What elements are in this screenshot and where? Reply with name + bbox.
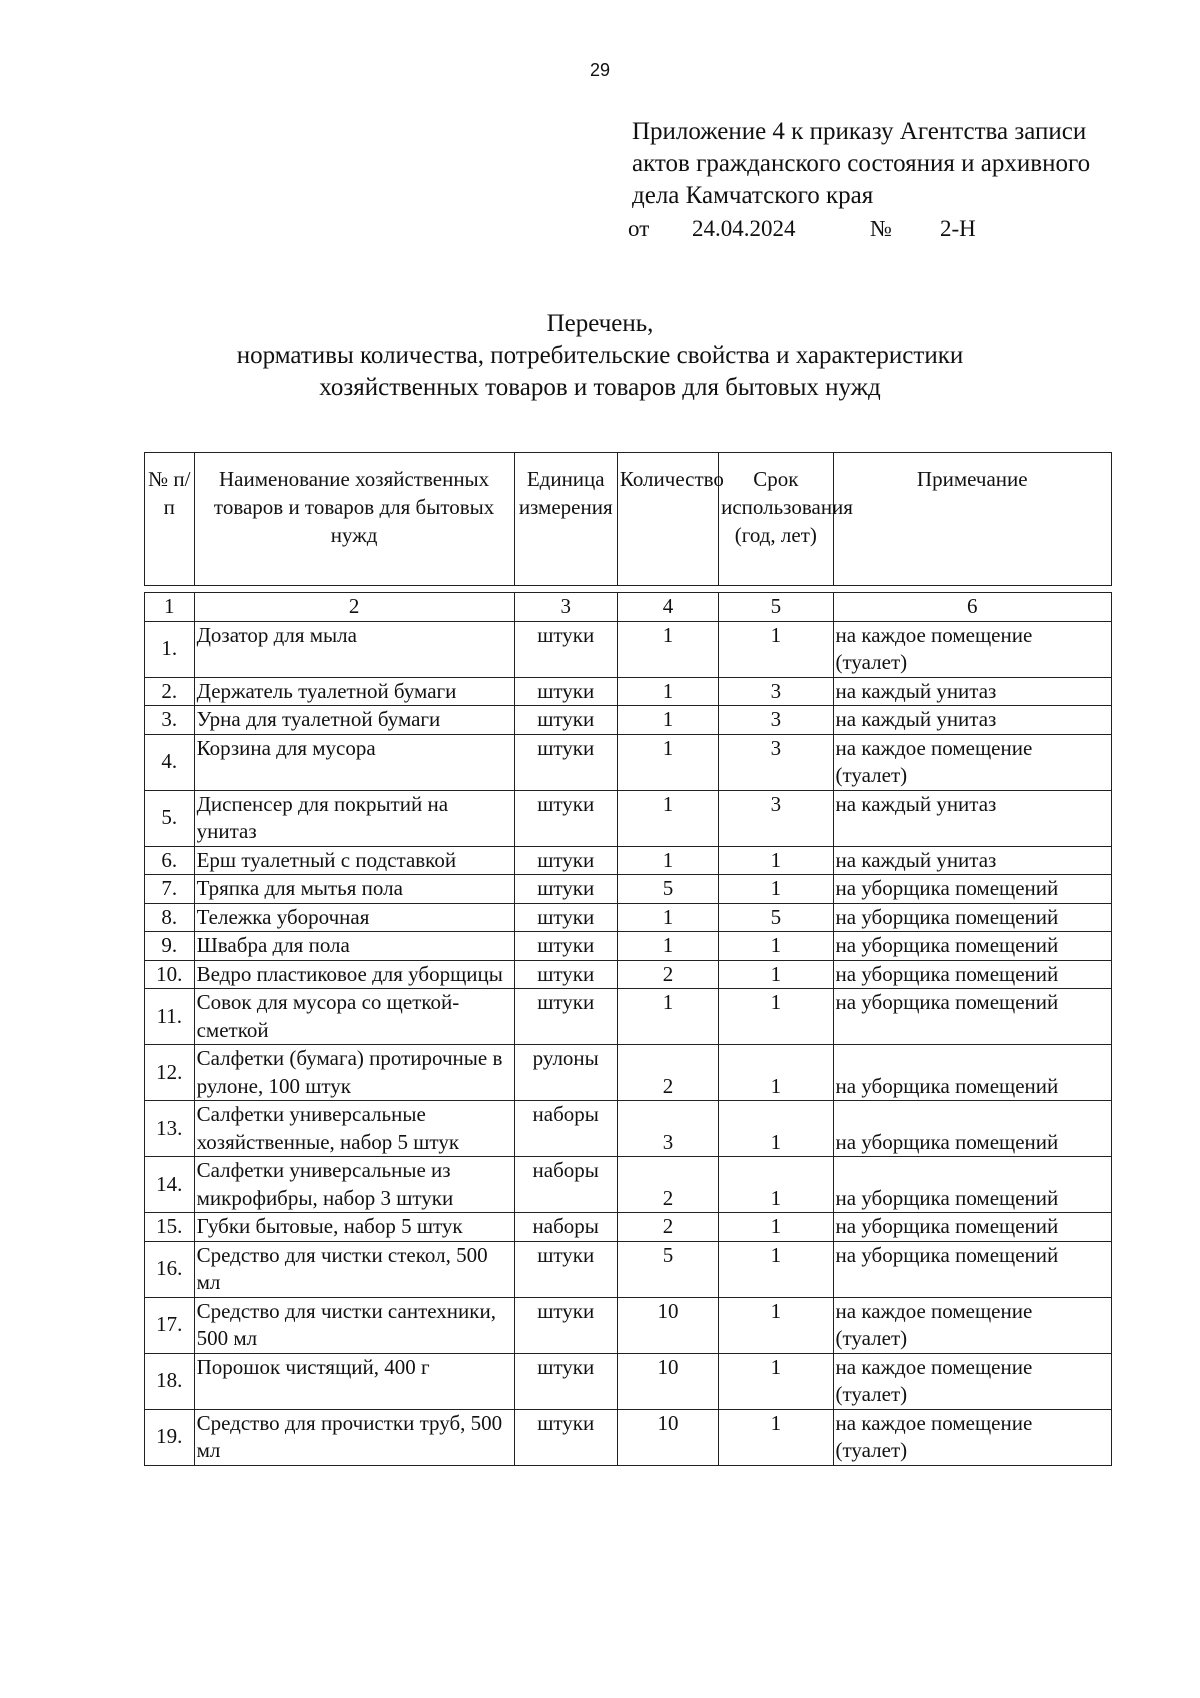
item-unit: рулоны <box>514 1045 617 1101</box>
item-unit: штуки <box>514 989 617 1045</box>
table-row <box>145 1409 1112 1465</box>
table-row <box>145 1353 1112 1409</box>
item-note: на каждый унитаз <box>833 790 1111 846</box>
table-row <box>145 1101 1112 1157</box>
item-name: Салфетки универсальные из микрофибры, набор 3 штуки <box>194 1157 514 1213</box>
item-note: на каждый унитаз <box>833 706 1111 735</box>
order-number: 2-Н <box>940 216 976 241</box>
item-note: на уборщика помещений <box>833 903 1111 932</box>
table-row <box>145 989 1112 1045</box>
order-number-sign: № <box>870 216 892 241</box>
item-note: на каждый унитаз <box>833 846 1111 875</box>
header-quantity: Количество <box>617 453 718 586</box>
row-number: 6. <box>145 846 195 875</box>
item-quantity: 1 <box>617 989 718 1045</box>
table-row <box>145 1213 1112 1242</box>
item-unit: штуки <box>514 734 617 790</box>
item-note: на каждый унитаз <box>833 677 1111 706</box>
item-name: Швабра для пола <box>194 932 514 961</box>
item-quantity: 1 <box>617 706 718 735</box>
table-row <box>145 846 1112 875</box>
title-line: хозяйственных товаров и товаров для бытовых нужд <box>319 374 881 401</box>
header-term: Срок использования (год, лет) <box>719 453 833 586</box>
item-name: Порошок чистящий, 400 г <box>194 1353 514 1409</box>
row-number: 2. <box>145 677 195 706</box>
table-row <box>145 1297 1112 1353</box>
item-unit: штуки <box>514 1297 617 1353</box>
item-note: на уборщика помещений <box>833 1101 1111 1157</box>
item-term: 1 <box>719 960 833 989</box>
table-row <box>145 1157 1112 1213</box>
item-quantity: 2 <box>617 960 718 989</box>
row-number: 18. <box>145 1353 195 1409</box>
order-from-label: от <box>628 216 650 241</box>
item-unit: штуки <box>514 903 617 932</box>
row-number: 14. <box>145 1157 195 1213</box>
item-term: 3 <box>719 677 833 706</box>
item-name: Ерш туалетный с подставкой <box>194 846 514 875</box>
item-name: Урна для туалетной бумаги <box>194 706 514 735</box>
column-index: 1 <box>145 593 195 622</box>
column-index: 3 <box>514 593 617 622</box>
table-header <box>144 452 1112 586</box>
item-term: 1 <box>719 1101 833 1157</box>
header-unit: Единица измерения <box>514 453 617 586</box>
item-term: 3 <box>719 706 833 735</box>
order-date: 24.04.2024 <box>692 216 796 241</box>
item-unit: наборы <box>514 1213 617 1242</box>
appendix-line: дела Камчатского края <box>632 182 874 209</box>
table-row <box>145 1241 1112 1297</box>
row-number: 9. <box>145 932 195 961</box>
item-quantity: 1 <box>617 677 718 706</box>
item-note: на уборщика помещений <box>833 1045 1111 1101</box>
item-term: 1 <box>719 1213 833 1242</box>
item-note: на уборщика помещений <box>833 932 1111 961</box>
table-row <box>145 706 1112 735</box>
item-name: Губки бытовые, набор 5 штук <box>194 1213 514 1242</box>
row-number: 8. <box>145 903 195 932</box>
item-note: на каждое помещение (туалет) <box>833 621 1111 677</box>
item-note: на уборщика помещений <box>833 989 1111 1045</box>
table-row <box>145 677 1112 706</box>
item-unit: штуки <box>514 677 617 706</box>
row-number: 17. <box>145 1297 195 1353</box>
item-term: 1 <box>719 989 833 1045</box>
item-note: на каждое помещение (туалет) <box>833 1353 1111 1409</box>
row-number: 16. <box>145 1241 195 1297</box>
table-row <box>145 903 1112 932</box>
item-quantity: 1 <box>617 846 718 875</box>
item-name: Совок для мусора со щеткой-сметкой <box>194 989 514 1045</box>
table-row <box>145 960 1112 989</box>
item-unit: штуки <box>514 932 617 961</box>
header-note: Примечание <box>833 453 1111 586</box>
item-term: 1 <box>719 846 833 875</box>
row-number: 13. <box>145 1101 195 1157</box>
row-number: 19. <box>145 1409 195 1465</box>
item-unit: штуки <box>514 621 617 677</box>
item-term: 1 <box>719 1409 833 1465</box>
column-index: 4 <box>617 593 718 622</box>
item-quantity: 1 <box>617 903 718 932</box>
table-row <box>145 875 1112 904</box>
item-term: 1 <box>719 932 833 961</box>
item-quantity: 2 <box>617 1045 718 1101</box>
item-note: на уборщика помещений <box>833 875 1111 904</box>
row-number: 1. <box>145 621 195 677</box>
appendix-line: Приложение 4 к приказу Агентства записи <box>632 118 1087 145</box>
item-quantity: 5 <box>617 875 718 904</box>
item-term: 1 <box>719 621 833 677</box>
item-name: Диспенсер для покрытий на унитаз <box>194 790 514 846</box>
table-row <box>145 621 1112 677</box>
item-name: Средство для прочистки труб, 500 мл <box>194 1409 514 1465</box>
item-unit: штуки <box>514 875 617 904</box>
item-term: 1 <box>719 1297 833 1353</box>
item-quantity: 1 <box>617 621 718 677</box>
item-unit: штуки <box>514 1409 617 1465</box>
item-note: на каждое помещение (туалет) <box>833 1297 1111 1353</box>
item-name: Ведро пластиковое для уборщицы <box>194 960 514 989</box>
row-number: 7. <box>145 875 195 904</box>
title-line: Перечень, <box>546 310 654 337</box>
row-number: 4. <box>145 734 195 790</box>
item-unit: штуки <box>514 706 617 735</box>
item-quantity: 10 <box>617 1409 718 1465</box>
item-name: Корзина для мусора <box>194 734 514 790</box>
item-term: 3 <box>719 790 833 846</box>
item-quantity: 10 <box>617 1297 718 1353</box>
item-quantity: 3 <box>617 1101 718 1157</box>
item-name: Средство для чистки сантехники, 500 мл <box>194 1297 514 1353</box>
item-name: Держатель туалетной бумаги <box>194 677 514 706</box>
goods-table <box>144 592 1112 1466</box>
table-row <box>145 790 1112 846</box>
item-unit: наборы <box>514 1101 617 1157</box>
item-quantity: 10 <box>617 1353 718 1409</box>
item-note: на уборщика помещений <box>833 1157 1111 1213</box>
column-index: 2 <box>194 593 514 622</box>
item-unit: штуки <box>514 960 617 989</box>
item-unit: штуки <box>514 1241 617 1297</box>
item-note: на уборщика помещений <box>833 960 1111 989</box>
row-number: 10. <box>145 960 195 989</box>
item-note: на каждое помещение (туалет) <box>833 1409 1111 1465</box>
item-term: 3 <box>719 734 833 790</box>
item-name: Средство для чистки стекол, 500 мл <box>194 1241 514 1297</box>
appendix-block <box>632 116 1090 212</box>
item-unit: штуки <box>514 846 617 875</box>
item-note: на каждое помещение (туалет) <box>833 734 1111 790</box>
item-quantity: 2 <box>617 1213 718 1242</box>
item-term: 1 <box>719 1241 833 1297</box>
item-quantity: 2 <box>617 1157 718 1213</box>
title-line: нормативы количества, потребительские свойства и характеристики <box>236 342 964 369</box>
item-quantity: 1 <box>617 932 718 961</box>
item-quantity: 1 <box>617 790 718 846</box>
table-row <box>145 734 1112 790</box>
column-index: 5 <box>719 593 833 622</box>
item-note: на уборщика помещений <box>833 1241 1111 1297</box>
item-name: Салфетки универсальные хозяйственные, набор 5 штук <box>194 1101 514 1157</box>
appendix-line: актов гражданского состояния и архивного <box>632 150 1091 177</box>
row-number: 5. <box>145 790 195 846</box>
row-number: 12. <box>145 1045 195 1101</box>
table-row <box>145 932 1112 961</box>
item-name: Салфетки (бумага) протирочные в рулоне, 100 штук <box>194 1045 514 1101</box>
item-term: 5 <box>719 903 833 932</box>
item-name: Тряпка для мытья пола <box>194 875 514 904</box>
item-term: 1 <box>719 1353 833 1409</box>
item-quantity: 5 <box>617 1241 718 1297</box>
table-row <box>145 1045 1112 1101</box>
item-name: Тележка уборочная <box>194 903 514 932</box>
document-title <box>0 308 1200 404</box>
item-name: Дозатор для мыла <box>194 621 514 677</box>
header-name: Наименование хозяйственных товаров и товаров для бытовых нужд <box>194 453 514 586</box>
item-quantity: 1 <box>617 734 718 790</box>
item-term: 1 <box>719 875 833 904</box>
item-unit: наборы <box>514 1157 617 1213</box>
item-term: 1 <box>719 1157 833 1213</box>
item-unit: штуки <box>514 1353 617 1409</box>
item-term: 1 <box>719 1045 833 1101</box>
item-note: на уборщика помещений <box>833 1213 1111 1242</box>
item-unit: штуки <box>514 790 617 846</box>
column-index: 6 <box>833 593 1111 622</box>
row-number: 3. <box>145 706 195 735</box>
page-number: 29 <box>589 60 611 80</box>
row-number: 11. <box>145 989 195 1045</box>
column-index-row <box>145 593 1112 622</box>
header-number: № п/п <box>145 453 195 586</box>
row-number: 15. <box>145 1213 195 1242</box>
